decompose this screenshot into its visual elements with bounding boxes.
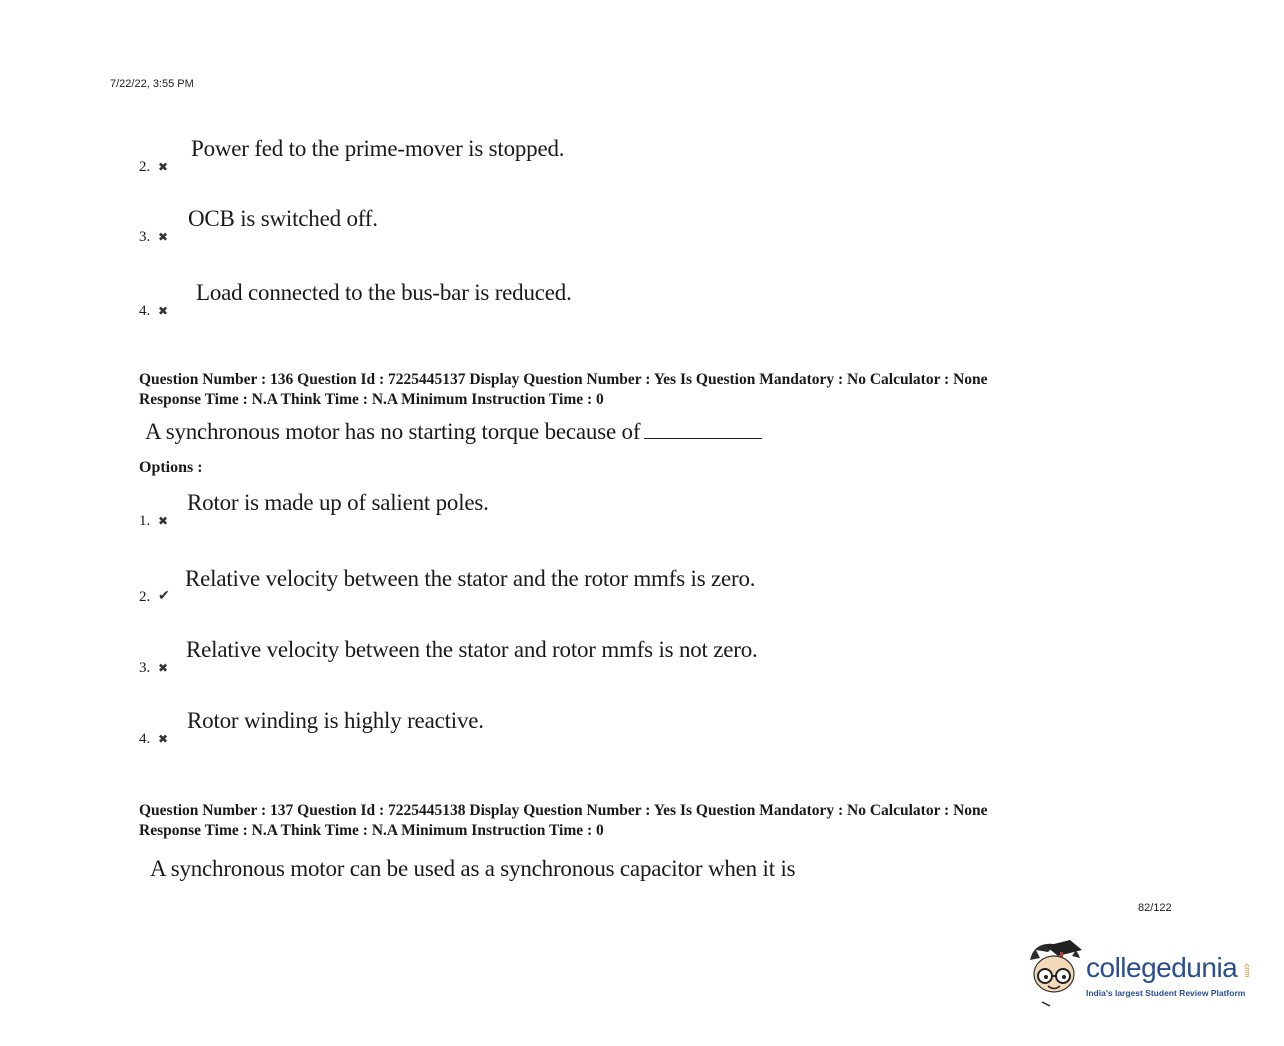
cross-mark-icon: ✖ — [158, 304, 169, 318]
question-text: A synchronous motor has no starting torque because of — [145, 419, 641, 444]
logo-wordmark: collegedunia — [1086, 952, 1238, 983]
logo-tagline: India's largest Student Review Platform — [1086, 988, 1246, 998]
collegedunia-logo — [1024, 938, 1264, 1008]
option-text: Relative velocity between the stator and rotor mmfs is not zero. — [186, 637, 758, 662]
option-text: Load connected to the bus-bar is reduced. — [196, 280, 572, 305]
question-136-meta — [139, 370, 988, 410]
meta-line-2: Response Time : N.A Think Time : N.A Minimum Instruction Time : 0 — [139, 391, 604, 408]
print-timestamp: 7/22/22, 3:55 PM — [110, 78, 194, 90]
options-label: Options : — [139, 459, 203, 476]
q136-option-1 — [139, 490, 1039, 530]
prev-option-2 — [139, 136, 1039, 176]
option-number: 1. — [139, 513, 151, 529]
q136-option-2 — [139, 566, 1039, 606]
option-text: OCB is switched off. — [188, 206, 378, 231]
question-136-text — [145, 419, 762, 445]
option-number: 3. — [139, 660, 151, 676]
option-text: Rotor winding is highly reactive. — [187, 708, 484, 733]
option-text: Relative velocity between the stator and the rotor mmfs is zero. — [185, 566, 756, 591]
cross-mark-icon: ✖ — [158, 661, 169, 675]
option-number: 2. — [139, 159, 151, 175]
mascot-icon — [1024, 938, 1086, 1008]
option-number: 3. — [139, 229, 151, 245]
page-number: 82/122 — [1138, 902, 1172, 914]
answer-blank — [644, 424, 762, 439]
cross-mark-icon: ✖ — [158, 514, 169, 528]
option-number: 4. — [139, 303, 151, 319]
option-text: Rotor is made up of salient poles. — [187, 490, 489, 515]
meta-line-1: Question Number : 136 Question Id : 7225445137 Display Question Number : Yes Is Question Mandatory : No Calculator : None — [139, 371, 988, 388]
logo-dotcom: .com — [1243, 962, 1250, 978]
prev-option-4 — [139, 280, 1039, 320]
option-text: Power fed to the prime-mover is stopped. — [191, 136, 565, 161]
option-number: 4. — [139, 731, 151, 747]
meta-line-1: Question Number : 137 Question Id : 7225445138 Display Question Number : Yes Is Question Mandatory : No Calculator : None — [139, 802, 988, 819]
check-mark-icon: ✔ — [158, 589, 170, 604]
meta-line-2: Response Time : N.A Think Time : N.A Minimum Instruction Time : 0 — [139, 822, 604, 839]
option-number: 2. — [139, 589, 151, 605]
q136-option-4 — [139, 708, 1039, 748]
question-137-text: A synchronous motor can be used as a synchronous capacitor when it is — [150, 856, 796, 881]
prev-option-3 — [139, 206, 1039, 246]
question-137-meta — [139, 801, 988, 841]
cross-mark-icon: ✖ — [158, 160, 169, 174]
cross-mark-icon: ✖ — [158, 732, 169, 746]
q136-option-3 — [139, 637, 1039, 677]
cross-mark-icon: ✖ — [158, 230, 169, 244]
